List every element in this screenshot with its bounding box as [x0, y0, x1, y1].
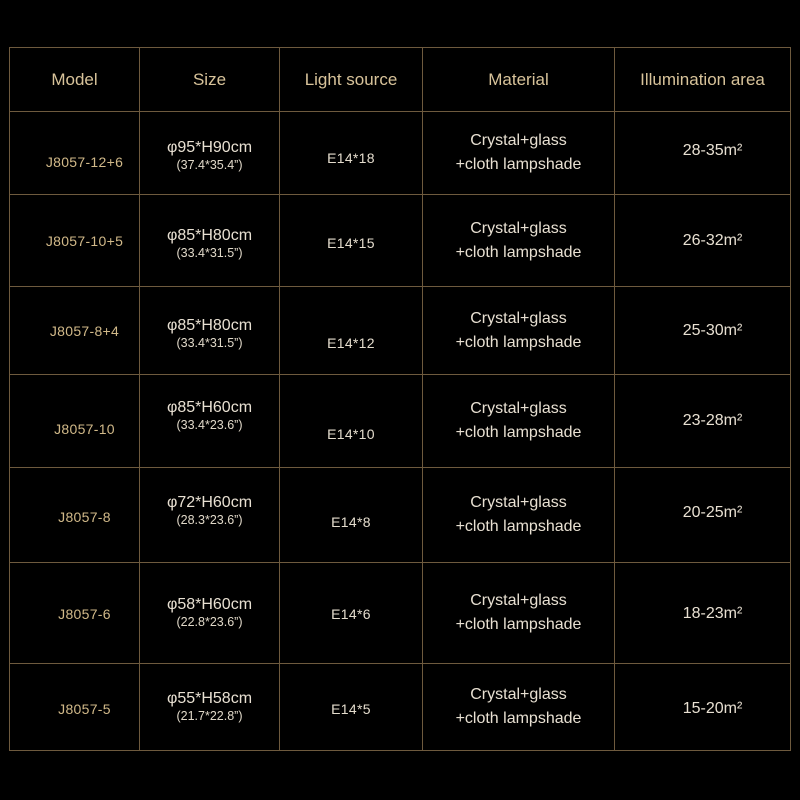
material-line-2: +cloth lampshade [455, 710, 582, 727]
row-7-material [423, 664, 614, 750]
row-2-size [140, 195, 279, 286]
material-line-1: Crystal+glass [470, 494, 567, 511]
row-7-light-source: E14*5 [331, 701, 371, 717]
header-material: Material [488, 69, 549, 89]
row-6-model: J8057-6 [58, 606, 111, 622]
row-3-light-source: E14*12 [327, 334, 375, 351]
row-5-model: J8057-8 [58, 509, 111, 525]
material-line-1: Crystal+glass [470, 686, 567, 703]
size-imperial: (33.4*23.6”) [176, 418, 243, 432]
row-3-size [140, 287, 279, 374]
row-6-size [140, 563, 279, 663]
row-4-model: J8057-10 [54, 421, 115, 437]
material-line-2: +cloth lampshade [455, 333, 582, 351]
header-model: Model [51, 69, 98, 89]
row-5-size [140, 468, 279, 562]
material-line-1: Crystal+glass [470, 592, 567, 609]
size-imperial: (33.4*31.5”) [176, 245, 243, 260]
size-metric: φ85*H60cm [166, 399, 253, 416]
size-metric: φ85*H80cm [166, 226, 253, 244]
spec-table [9, 47, 791, 751]
row-6-light-source: E14*6 [331, 606, 371, 622]
size-metric: φ85*H80cm [166, 316, 253, 334]
row-2-light-source: E14*15 [327, 234, 375, 251]
row-4-size [140, 375, 279, 467]
material-line-2: +cloth lampshade [455, 424, 582, 441]
size-metric: φ95*H90cm [166, 139, 253, 156]
size-imperial: (37.4*35.4”) [176, 158, 243, 172]
size-metric: φ72*H60cm [166, 494, 253, 511]
size-imperial: (21.7*22.8”) [176, 709, 243, 723]
row-3-illumination-area: 25-30m² [682, 321, 743, 339]
row-3-material [423, 287, 614, 374]
row-6-material [423, 563, 614, 663]
row-2-model: J8057-10+5 [45, 232, 124, 249]
size-metric: φ58*H60cm [166, 596, 253, 613]
row-2-material [423, 195, 614, 286]
header-illumination-area: Illumination area [640, 69, 765, 89]
size-metric: φ55*H58cm [166, 690, 253, 707]
material-line-2: +cloth lampshade [455, 518, 582, 535]
row-4-material [423, 375, 614, 467]
table-border-bottom [9, 750, 791, 751]
row-5-illumination-area: 20-25m² [682, 504, 743, 521]
row-7-size [140, 664, 279, 750]
size-imperial: (33.4*31.5”) [176, 335, 243, 350]
row-1-size [140, 112, 279, 194]
size-imperial: (28.3*23.6”) [176, 513, 243, 527]
row-5-material [423, 468, 614, 562]
material-line-1: Crystal+glass [470, 219, 567, 237]
row-7-illumination-area: 15-20m² [682, 700, 743, 717]
row-1-illumination-area: 28-35m² [682, 142, 743, 159]
row-6-illumination-area: 18-23m² [682, 605, 743, 622]
material-line-2: +cloth lampshade [455, 616, 582, 633]
row-4-light-source: E14*10 [327, 426, 375, 442]
header-light-source: Light source [304, 69, 398, 89]
material-line-1: Crystal+glass [470, 400, 567, 417]
row-1-light-source: E14*18 [327, 150, 375, 166]
header-size: Size [192, 69, 227, 89]
row-4-illumination-area: 23-28m² [682, 412, 743, 429]
row-3-model: J8057-8+4 [49, 322, 120, 339]
material-line-2: +cloth lampshade [455, 243, 582, 261]
row-1-model: J8057-12+6 [45, 154, 124, 170]
row-1-material [423, 112, 614, 194]
material-line-1: Crystal+glass [470, 309, 567, 327]
row-5-light-source: E14*8 [331, 514, 371, 530]
row-2-illumination-area: 26-32m² [682, 231, 743, 249]
material-line-1: Crystal+glass [470, 132, 567, 149]
material-line-2: +cloth lampshade [455, 156, 582, 173]
table-border-right [790, 47, 791, 751]
size-imperial: (22.8*23.6”) [176, 615, 243, 629]
row-7-model: J8057-5 [58, 701, 111, 717]
